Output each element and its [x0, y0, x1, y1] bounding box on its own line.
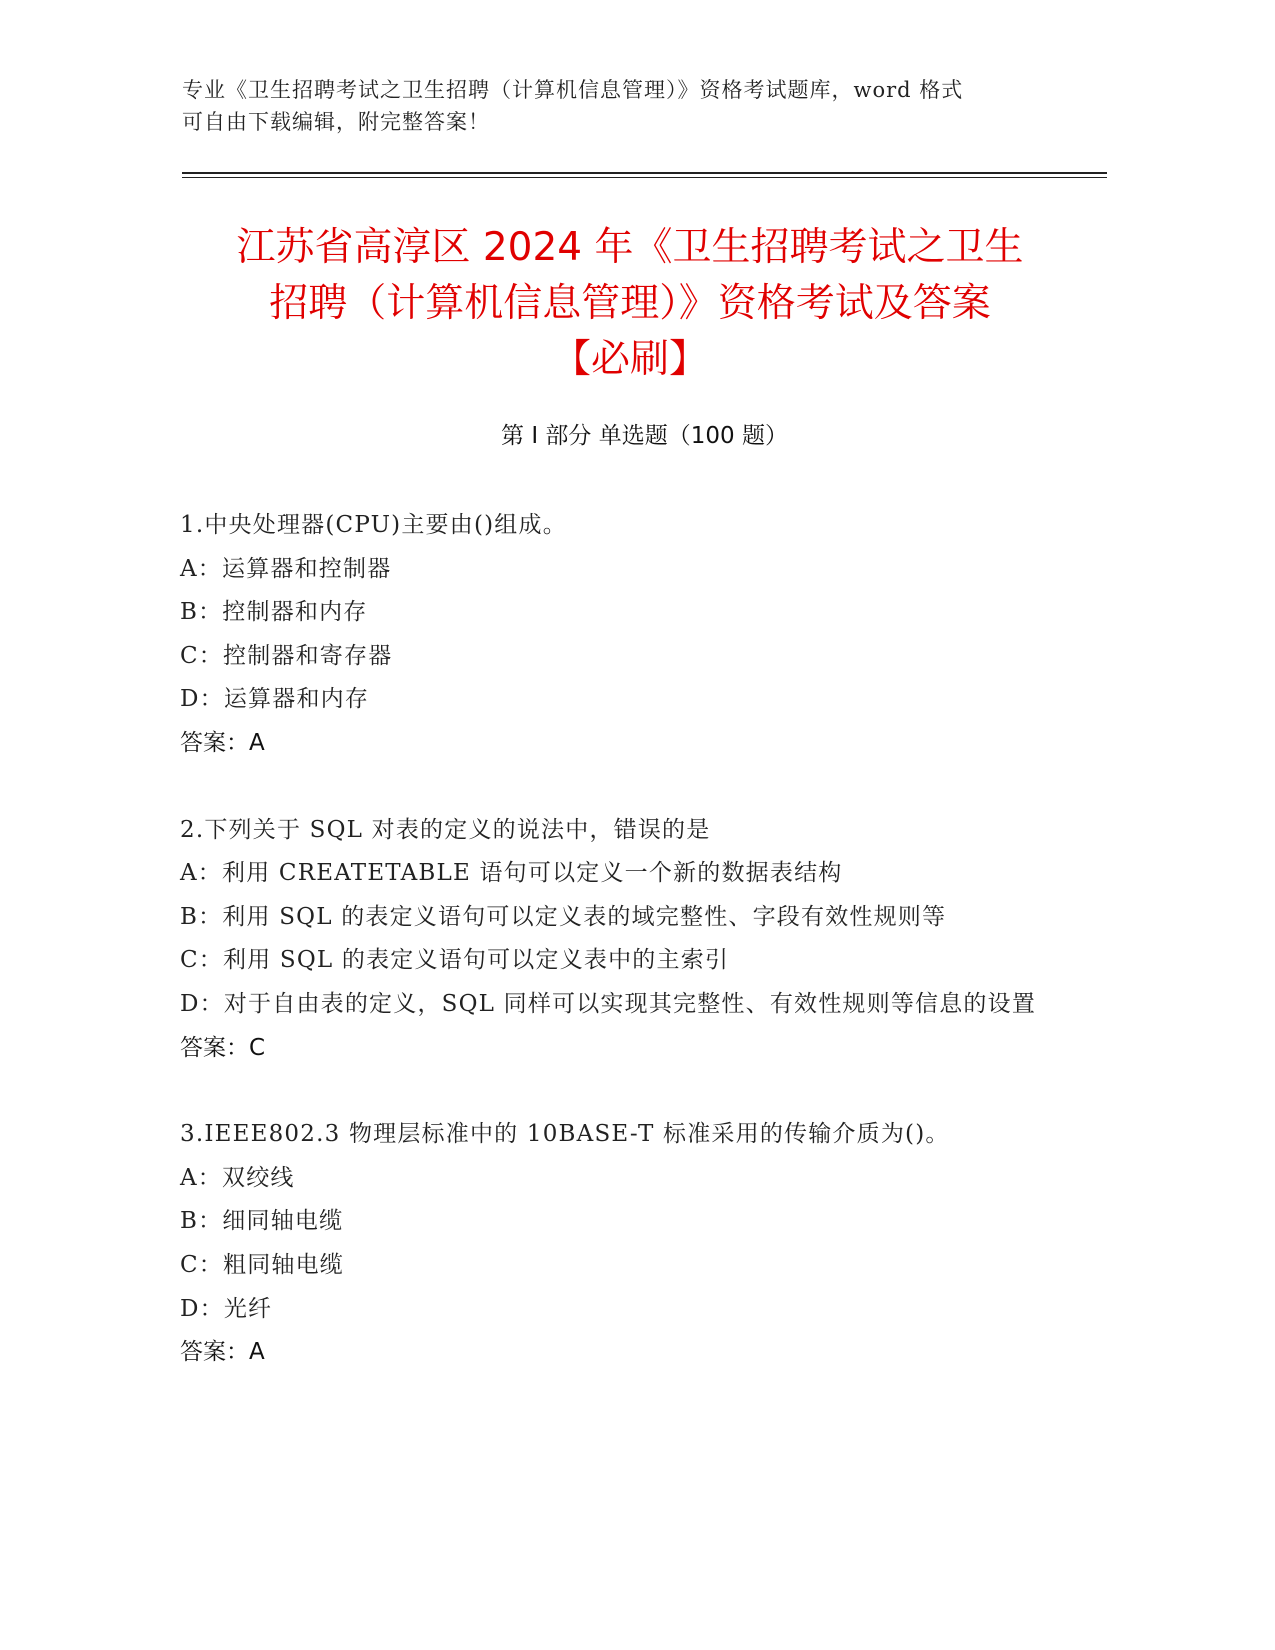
option-a: A：利用 CREATETABLE 语句可以定义一个新的数据表结构 [180, 860, 843, 887]
question-stem: 1.中央处理器(CPU)主要由()组成。 [180, 512, 567, 538]
option-b: B：细同轴电缆 [180, 1208, 344, 1235]
option-b: B：利用 SQL 的表定义语句可以定义表的域完整性、字段有效性规则等 [180, 903, 947, 930]
answer: 答案：A [180, 1339, 265, 1366]
option-c: C：粗同轴电缆 [180, 1251, 344, 1278]
answer: 答案：C [180, 1034, 266, 1061]
header-note [182, 74, 1062, 138]
question-stem: 2.下列关于 SQL 对表的定义的说法中，错误的是 [180, 816, 711, 843]
document-title-line-3: 【必刷】 [551, 337, 708, 382]
option-c: C：利用 SQL 的表定义语句可以定义表中的主索引 [180, 947, 730, 974]
option-c: C：控制器和寄存器 [180, 642, 393, 669]
header-divider-thick [182, 172, 1107, 174]
document-title [150, 220, 1110, 388]
option-a: A：运算器和控制器 [180, 555, 392, 582]
header-note-line-1: 专业《卫生招聘考试之卫生招聘（计算机信息管理）》资格考试题库，word 格式 [182, 78, 964, 102]
section-title: 第 I 部分 单选题（100 题） [501, 423, 788, 449]
document-title-line-1: 江苏省高淳区 2024 年《卫生招聘考试之卫生 [236, 225, 1024, 270]
question-1 [180, 504, 1040, 766]
question-list [180, 504, 1040, 1418]
document-title-line-2: 招聘（计算机信息管理）》资格考试及答案 [269, 281, 991, 326]
option-d: D：对于自由表的定义，SQL 同样可以实现其完整性、有效性规则等信息的设置 [180, 990, 1037, 1017]
option-a: A：双绞线 [180, 1164, 295, 1191]
option-d: D：光纤 [180, 1295, 273, 1322]
question-stem: 3.IEEE802.3 物理层标准中的 10BASE-T 标准采用的传输介质为()。 [180, 1121, 950, 1148]
answer: 答案：A [180, 729, 265, 756]
header-note-line-2: 可自由下载编辑，附完整答案！ [182, 110, 490, 134]
option-b: B：控制器和内存 [180, 599, 368, 626]
question-2 [180, 809, 1040, 1071]
option-d: D：运算器和内存 [180, 686, 370, 713]
header-divider-thin [182, 177, 1107, 178]
question-3 [180, 1113, 1040, 1375]
